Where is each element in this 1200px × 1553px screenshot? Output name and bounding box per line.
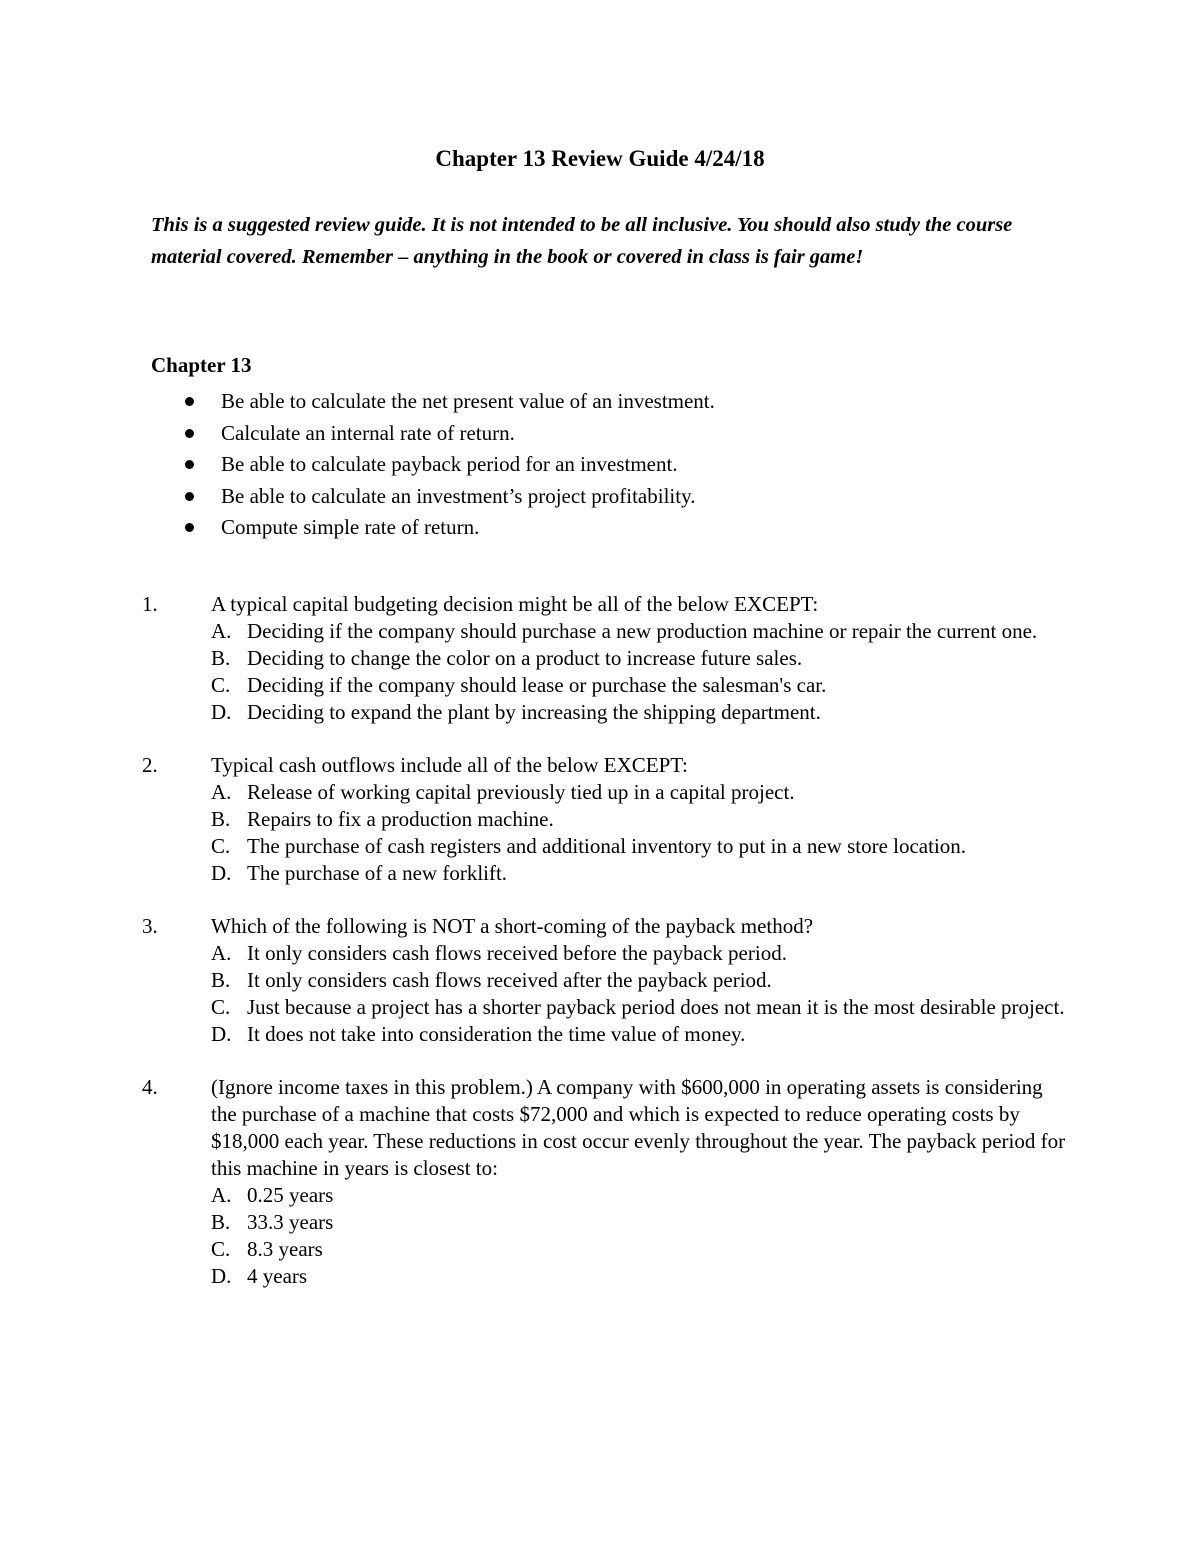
question-text: Which of the following is NOT a short-coming of the payback method? [211,914,814,938]
option-text: Deciding if the company should purchase a new production machine or repair the current one. [247,619,1038,643]
answer-option [211,645,1071,672]
option-letter: D. [211,1022,232,1046]
answer-option [211,1263,1071,1290]
question-text: Typical cash outflows include all of the below EXCEPT: [211,753,688,777]
option-text: 0.25 years [247,1183,334,1207]
answer-options [211,1182,1071,1290]
question-2 [0,752,1200,887]
objective-item [151,418,715,450]
option-text: It only considers cash flows received before the payback period. [247,941,787,965]
question-number: 1. [142,592,158,616]
option-text: 8.3 years [247,1237,323,1261]
section-heading: Chapter 13 [151,353,252,377]
option-text: Release of working capital previously tied up in a capital project. [247,780,795,804]
option-text: 4 years [247,1264,308,1288]
answer-option [211,833,1071,860]
option-letter: D. [211,861,232,885]
bullet-icon [185,397,194,406]
answer-option [211,618,1071,645]
option-letter: B. [211,646,231,670]
answer-option [211,699,1071,726]
objective-item [151,512,715,544]
option-letter: B. [211,807,231,831]
objectives-list [151,386,715,544]
option-letter: A. [211,619,232,643]
question-number: 2. [142,753,158,777]
question-text: A typical capital budgeting decision might be all of the below EXCEPT: [211,592,819,616]
option-letter: A. [211,1183,232,1207]
option-letter: A. [211,941,232,965]
objective-text: Be able to calculate an investment’s project profitability. [221,483,696,508]
objective-item [151,449,715,481]
option-letter: C. [211,834,231,858]
answer-option [211,940,1071,967]
question-1 [0,591,1200,726]
questions-list [0,591,1200,1316]
question-number: 4. [142,1075,158,1099]
option-text: Deciding to expand the plant by increasing the shipping department. [247,700,821,724]
question-3 [0,913,1200,1048]
answer-options [211,618,1071,726]
answer-option [211,967,1071,994]
bullet-icon [185,460,194,469]
option-letter: D. [211,1264,232,1288]
objective-text: Be able to calculate the net present value of an investment. [221,389,715,413]
answer-option [211,1209,1071,1236]
intro-paragraph: This is a suggested review guide. It is not intended to be all inclusive. You should also study the course material covered. Remember – anything in the book or covered in class is fair game! [151,214,1013,268]
page-title: Chapter 13 Review Guide 4/24/18 [435,146,765,171]
answer-option [211,1236,1071,1263]
objective-text: Be able to calculate payback period for an investment. [221,452,678,476]
option-letter: B. [211,968,231,992]
option-letter: A. [211,780,232,804]
option-letter: D. [211,700,232,724]
option-text: The purchase of cash registers and additional inventory to put in a new store location. [247,834,967,858]
answer-option [211,806,1071,833]
bullet-icon [185,429,194,438]
question-4 [0,1074,1200,1290]
option-letter: C. [211,1237,231,1261]
answer-option [211,994,1071,1021]
option-text: Deciding to change the color on a product to increase future sales. [247,646,803,670]
option-text: The purchase of a new forklift. [247,861,508,885]
option-letter: C. [211,673,231,697]
answer-options [211,940,1071,1048]
objective-item [151,386,715,418]
option-text: It only considers cash flows received after the payback period. [247,968,772,992]
objective-text: Compute simple rate of return. [221,515,480,539]
bullet-icon [185,523,194,532]
answer-option [211,672,1071,699]
answer-option [211,860,1071,887]
option-letter: B. [211,1210,231,1234]
bullet-icon [185,492,194,501]
objective-text: Calculate an internal rate of return. [221,420,515,445]
option-text: Deciding if the company should lease or purchase the salesman's car. [247,673,827,697]
option-text: Repairs to fix a production machine. [247,807,554,831]
question-text: (Ignore income taxes in this problem.) A company with $600,000 in operating assets is considering the purchase of a machine that costs $72,000 and which is expected to reduce operating costs by $18,000 each year. These reductions in cost occur evenly throughout the year. The payback period for this machine in years is closest to: [211,1075,1066,1180]
answer-option [211,1021,1071,1048]
option-letter: C. [211,995,231,1019]
question-number: 3. [142,914,158,938]
answer-option [211,1182,1071,1209]
objective-item [151,481,715,513]
option-text: 33.3 years [247,1210,334,1234]
answer-options [211,779,1071,887]
option-text: It does not take into consideration the time value of money. [247,1022,746,1046]
answer-option [211,779,1071,806]
option-text: Just because a project has a shorter payback period does not mean it is the most desirable project. [247,995,1065,1019]
